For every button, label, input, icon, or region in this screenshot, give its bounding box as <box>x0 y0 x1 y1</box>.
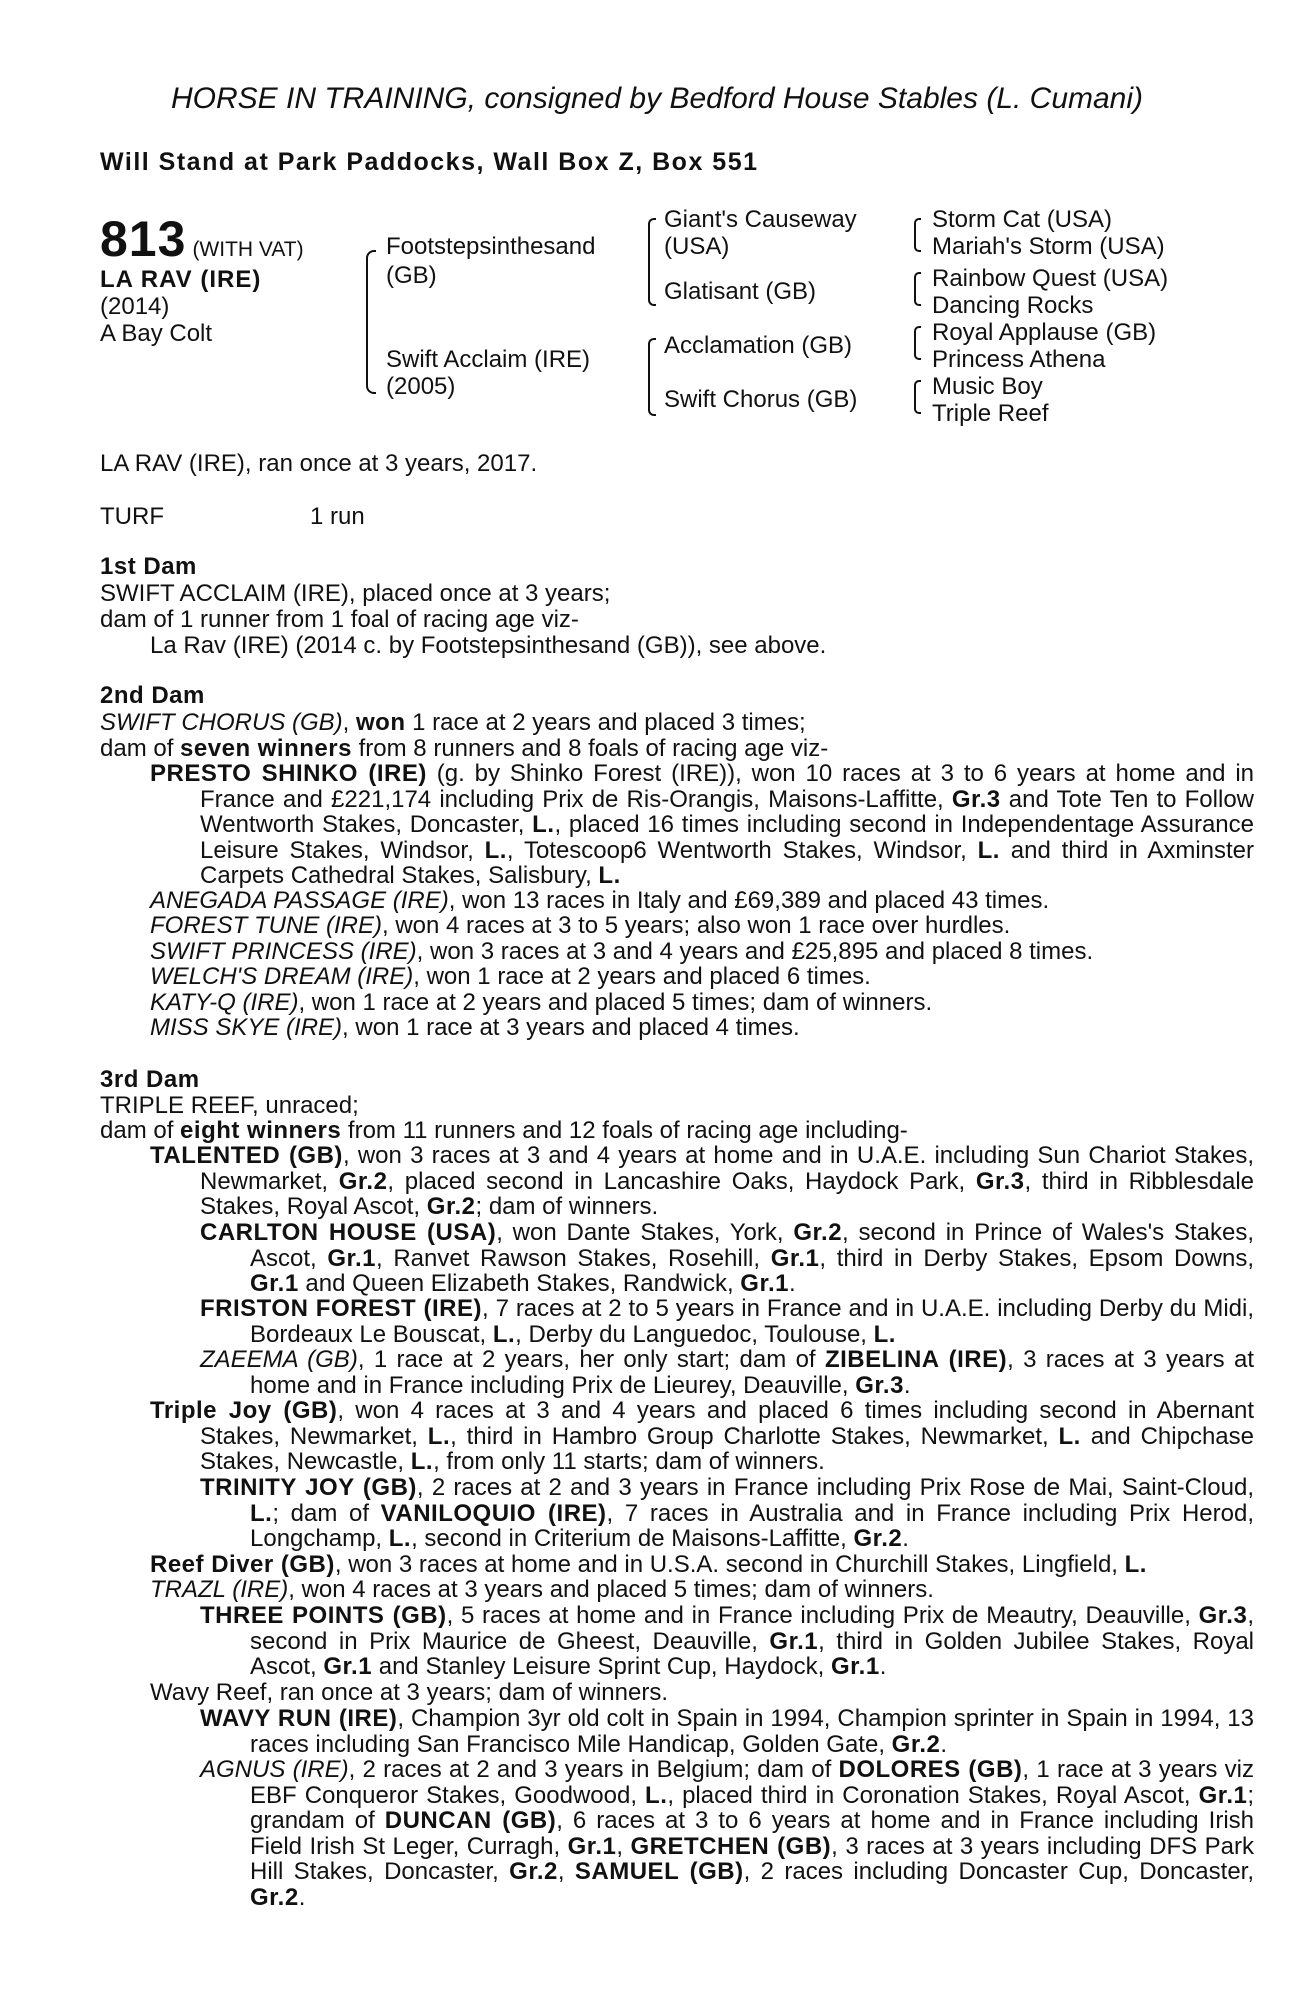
horse-year: (2014) <box>100 293 170 320</box>
racing-summary: LA RAV (IRE), ran once at 3 years, 2017. <box>100 450 538 477</box>
progeny-entry: Triple Joy (GB), won 4 races at 3 and 4 years and placed 6 times including second in Abernant Stakes, Newmarket, L., third in Hambro Group Charlotte Stakes, Newmarket, L. and Chipchase Stakes, Newcastle, L., from only 11 starts; dam of winners. <box>150 1397 1255 1476</box>
progeny-entry: WAVY RUN (IRE), Champion 3yr old colt in Spain in 1994, Champion sprinter in Spain in 1994, 13 races including San Francisco Mile Handicap, Golden Gate, Gr.2. <box>200 1705 1254 1758</box>
pedigree-brace-ss <box>914 218 921 252</box>
progeny-entry: TRAZL (IRE), won 4 races at 3 years and placed 5 times; dam of winners. <box>150 1576 934 1603</box>
page-title: HORSE IN TRAINING, consigned by Bedford House Stables (L. Cumani) <box>170 82 1144 115</box>
pedigree-sds: Rainbow Quest (USA) <box>932 265 1169 292</box>
progeny-entry: Reef Diver (GB), won 3 races at home and in U.S.A. second in Churchill Stakes, Lingfield, L. <box>150 1551 1147 1578</box>
run-count: 1 run <box>310 503 365 530</box>
progeny-entry: MISS SKYE (IRE), won 1 race at 3 years and placed 4 times. <box>150 1014 800 1041</box>
pedigree-dam-year: (2005) <box>386 373 456 400</box>
progeny-entry: PRESTO SHINKO (IRE) (g. by Shinko Forest (IRE)), won 10 races at 3 to 6 years at home and in France and £221,174 including Prix de Ris-Orangis, Maisons-Laffitte, Gr.3 and Tote Ten to Follow Wentworth Stakes, Doncaster, L., placed 16 times including second in Independentage Assurance Leisure Stakes, Windsor, L., Totescoop6 Wentworth Stakes, Windsor, L. and third in Axminster Carpets Cathedral Stakes, Salisbury, L. <box>150 760 1255 890</box>
pedigree-sss: Storm Cat (USA) <box>932 206 1113 233</box>
pedigree-ss: Giant's Causeway <box>664 206 857 233</box>
progeny-entry: WELCH'S DREAM (IRE), won 1 race at 2 years and placed 6 times. <box>150 963 871 990</box>
lot-heading <box>100 210 304 268</box>
progeny-entry: AGNUS (IRE), 2 races at 2 and 3 years in Belgium; dam of DOLORES (GB), 1 race at 3 years viz EBF Conqueror Stakes, Goodwood, L., placed third in Coronation Stakes, Royal Ascot, Gr.1; grandam of DUNCAN (GB), 6 races at 3 to 6 years at home and in France including Irish Field Irish St Leger, Curragh, Gr.1, GRETCHEN (GB), 3 races at 3 years including DFS Park Hill Stakes, Doncaster, Gr.2, SAMUEL (GB), 2 races including Doncaster Cup, Doncaster, Gr.2. <box>200 1756 1255 1911</box>
progeny-entry: TRINITY JOY (GB), 2 races at 2 and 3 years in France including Prix Rose de Mai, Saint-Cloud, L.; dam of VANILOQUIO (IRE), 7 races in Australia and in France including Prix Herod, Longchamp, L., second in Criterium de Maisons-Laffitte, Gr.2. <box>200 1474 1254 1553</box>
pedigree-brace-sire <box>648 218 656 306</box>
progeny-entry: Wavy Reef, ran once at 3 years; dam of winners. <box>150 1679 669 1706</box>
pedigree-ss-country: (USA) <box>664 233 730 260</box>
first-dam-line: SWIFT ACCLAIM (IRE), placed once at 3 years; <box>100 580 611 607</box>
surface-label: TURF <box>100 503 164 530</box>
lot-number: 813 <box>100 211 187 267</box>
first-dam-heading: 1st Dam <box>100 553 197 580</box>
pedigree-sire-country: (GB) <box>386 262 437 289</box>
pedigree-brace-dam <box>648 338 656 416</box>
pedigree-brace-main <box>366 250 376 394</box>
progeny-entry: TALENTED (GB), won 3 races at 3 and 4 years at home and in U.A.E. including Sun Chariot Stakes, Newmarket, Gr.2, placed second in Lancashire Oaks, Haydock Park, Gr.3, third in Ribblesdale Stakes, Royal Ascot, Gr.2; dam of winners. <box>150 1142 1255 1221</box>
pedigree-dds: Music Boy <box>932 373 1043 400</box>
progeny-entry: FRISTON FOREST (IRE), 7 races at 2 to 5 years in France and in U.A.E. including Derby du Midi, Bordeaux Le Bouscat, L., Derby du Languedoc, Toulouse, L. <box>200 1295 1255 1348</box>
pedigree-sire: Footstepsinthesand <box>386 233 596 260</box>
pedigree-sd: Glatisant (GB) <box>664 278 817 305</box>
second-dam-heading: 2nd Dam <box>100 682 205 709</box>
second-dam-line: SWIFT CHORUS (GB), won 1 race at 2 years and placed 3 times; <box>100 709 806 736</box>
pedigree-ddd: Triple Reef <box>932 400 1049 427</box>
first-dam-foal: La Rav (IRE) (2014 c. by Footstepsinthesand (GB)), see above. <box>150 632 827 659</box>
progeny-entry: SWIFT PRINCESS (IRE), won 3 races at 3 and 4 years and £25,895 and placed 8 times. <box>150 938 1094 965</box>
progeny-entry: THREE POINTS (GB), 5 races at home and in France including Prix de Meautry, Deauville, Gr.3, second in Prix Maurice de Gheest, Deauville, Gr.1, third in Golden Jubilee Stakes, Royal Ascot, Gr.1 and Stanley Leisure Sprint Cup, Haydock, Gr.1. <box>200 1602 1254 1681</box>
pedigree-brace-dd <box>914 380 921 414</box>
progeny-entry: ZAEEMA (GB), 1 race at 2 years, her only start; dam of ZIBELINA (IRE), 3 races at 3 years at home and in France including Prix de Lieurey, Deauville, Gr.3. <box>200 1346 1255 1399</box>
progeny-entry: FOREST TUNE (IRE), won 4 races at 3 to 5 years; also won 1 race over hurdles. <box>150 912 1011 939</box>
progeny-entry: CARLTON HOUSE (USA), won Dante Stakes, York, Gr.2, second in Prince of Wales's Stakes, Ascot, Gr.1, Ranvet Rawson Stakes, Rosehill, Gr.1, third in Derby Stakes, Epsom Downs, Gr.1 and Queen Elizabeth Stakes, Randwick, Gr.1. <box>200 1219 1255 1298</box>
third-dam-line: TRIPLE REEF, unraced; <box>100 1092 359 1119</box>
pedigree-dss: Royal Applause (GB) <box>932 319 1157 346</box>
third-dam-heading: 3rd Dam <box>100 1066 200 1093</box>
progeny-entry: ANEGADA PASSAGE (IRE), won 13 races in Italy and £69,389 and placed 43 times. <box>150 887 1050 914</box>
pedigree-ssd: Mariah's Storm (USA) <box>932 233 1165 260</box>
progeny-entry: KATY-Q (IRE), won 1 race at 2 years and placed 5 times; dam of winners. <box>150 989 933 1016</box>
pedigree-ds: Acclamation (GB) <box>664 332 853 359</box>
horse-name: LA RAV (IRE) <box>100 266 262 293</box>
third-dam-line: dam of eight winners from 11 runners and 12 foals of racing age including- <box>100 1117 908 1144</box>
lot-vat: (WITH VAT) <box>192 238 304 261</box>
pedigree-dd: Swift Chorus (GB) <box>664 386 858 413</box>
pedigree-brace-sd <box>914 272 921 306</box>
first-dam-line: dam of 1 runner from 1 foal of racing age viz- <box>100 606 579 633</box>
horse-description: A Bay Colt <box>100 320 213 347</box>
pedigree-sdd: Dancing Rocks <box>932 292 1094 319</box>
pedigree-dam: Swift Acclaim (IRE) <box>386 346 591 373</box>
stable-location: Will Stand at Park Paddocks, Wall Box Z, Box 551 <box>100 148 759 176</box>
pedigree-dsd: Princess Athena <box>932 346 1106 373</box>
pedigree-brace-ds <box>914 326 921 360</box>
second-dam-line: dam of seven winners from 8 runners and 8 foals of racing age viz- <box>100 735 829 762</box>
